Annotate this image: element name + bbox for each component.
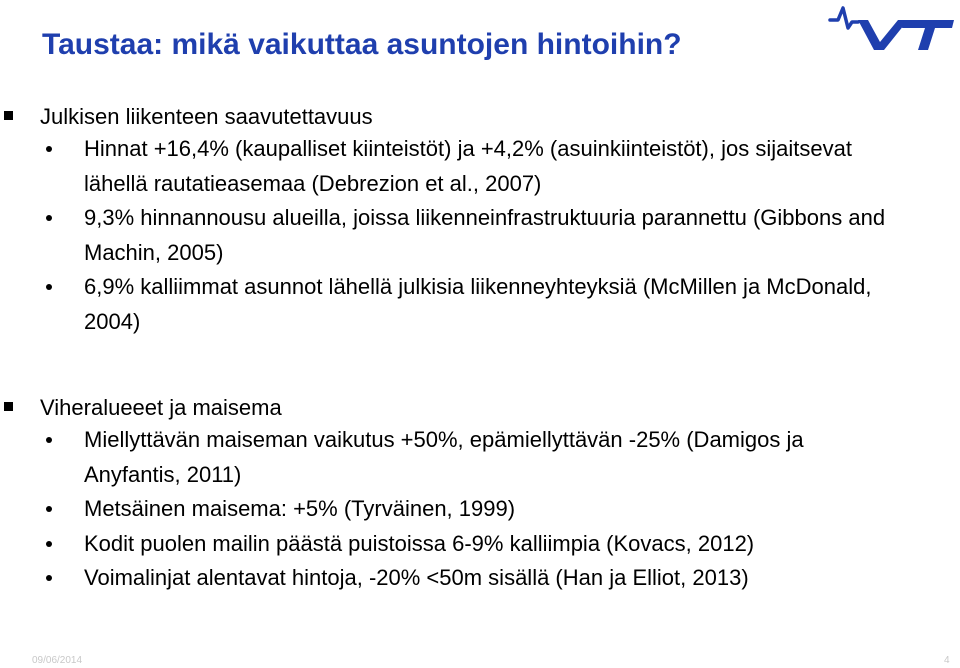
section-green-areas	[0, 392, 960, 596]
list-item: Hinnat +16,4% (kaupalliset kiinteistöt) ja +4,2% (asuinkiinteistöt), jos sijaitsevat lähellä rautatieasemaa (Debrezion et al., 2007)	[0, 132, 904, 201]
bullet-icon	[46, 541, 52, 547]
list-item: 9,3% hinnannousu alueilla, joissa liikenneinfrastruktuuria parannettu (Gibbons and Machin, 2005)	[0, 201, 904, 270]
bullet-icon	[46, 575, 52, 581]
section-heading: Julkisen liikenteen saavutettavuus	[0, 101, 960, 132]
section-heading: Viheralueeet ja maisema	[0, 392, 960, 423]
square-bullet-icon	[4, 111, 13, 120]
bullet-icon	[46, 215, 52, 221]
vtt-logo-icon	[828, 6, 954, 56]
bullet-icon	[46, 437, 52, 443]
slide-title: Taustaa: mikä vaikuttaa asuntojen hintoihin?	[42, 28, 682, 61]
bullet-icon	[46, 506, 52, 512]
footer-date: 09/06/2014	[32, 655, 83, 666]
square-bullet-icon	[4, 402, 13, 411]
list-item: 6,9% kalliimmat asunnot lähellä julkisia liikenneyhteyksiä (McMillen ja McDonald, 2004)	[0, 270, 904, 339]
list-item: Voimalinjat alentavat hintoja, -20% <50m sisällä (Han ja Elliot, 2013)	[0, 561, 904, 596]
list-item: Miellyttävän maiseman vaikutus +50%, epämiellyttävän -25% (Damigos ja Anyfantis, 2011)	[0, 423, 904, 492]
section-public-transport	[0, 101, 960, 339]
list-item: Metsäinen maisema: +5% (Tyrväinen, 1999)	[0, 492, 904, 527]
bullet-icon	[46, 284, 52, 290]
bullet-icon	[46, 146, 52, 152]
page-number: 4	[944, 655, 950, 666]
list-item: Kodit puolen mailin päästä puistoissa 6-9% kalliimpia (Kovacs, 2012)	[0, 527, 904, 562]
